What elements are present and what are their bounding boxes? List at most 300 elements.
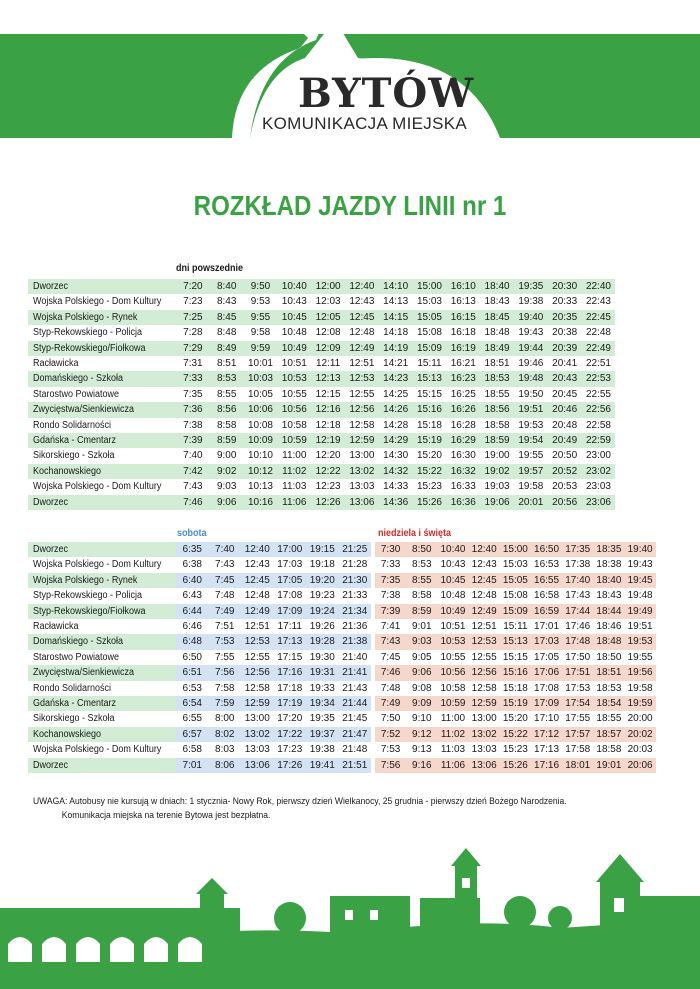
- departure-time: 15:11: [417, 358, 442, 370]
- departure-time: 8:43: [216, 296, 237, 308]
- stop-name: Styp-Rekowskiego/Fiołkowa: [28, 341, 176, 356]
- departure-time: 12:26: [311, 495, 345, 510]
- sunday-time: 18:43: [596, 590, 622, 602]
- departure-time: 15:13: [413, 371, 447, 386]
- sunday-time: 15:11: [503, 621, 528, 633]
- sunday-time: 10:55: [440, 651, 466, 663]
- saturday-time: 21:44: [339, 696, 372, 711]
- departure-time: 20:52: [548, 464, 582, 479]
- saturday-time: 8:00: [215, 713, 235, 725]
- sunday-time: 8:53: [412, 559, 432, 571]
- table-row: [375, 742, 656, 757]
- sunday-time: 18:48: [593, 634, 624, 649]
- departure-time: 16:25: [450, 388, 476, 400]
- departure-time: 20:01: [514, 495, 548, 510]
- stop-name: Racławicka: [33, 358, 79, 370]
- departure-time: 22:55: [585, 388, 611, 400]
- saturday-time: 12:49: [241, 604, 274, 619]
- sunday-time: 19:43: [627, 559, 653, 571]
- saturday-time: 21:48: [342, 744, 368, 756]
- table-row: [375, 557, 656, 572]
- departure-time: 14:30: [383, 450, 409, 462]
- sunday-time: 10:56: [437, 665, 468, 680]
- sunday-time: 18:54: [593, 696, 624, 711]
- departure-time: 8:53: [210, 371, 244, 386]
- sunday-time: 16:59: [531, 604, 562, 619]
- table-row: [28, 325, 615, 340]
- sunday-time: 12:53: [469, 634, 500, 649]
- sunday-time: 12:43: [471, 559, 497, 571]
- departure-time: 9:00: [216, 450, 237, 462]
- departure-time: 20:33: [552, 296, 578, 308]
- departure-time: 13:00: [349, 450, 375, 462]
- departure-time: 12:23: [315, 481, 341, 493]
- departure-time: 12:08: [315, 327, 341, 339]
- departure-time: 16:13: [450, 296, 476, 308]
- saturday-time: 8:02: [209, 727, 242, 742]
- saturday-time: 17:00: [274, 542, 307, 557]
- sunday-time: 20:03: [627, 744, 653, 756]
- stop-name: Sikorskiego - Szkoła: [33, 713, 115, 725]
- saturday-time: 17:18: [277, 682, 303, 694]
- stop-name: Zwycięstwa/Sienkiewicza: [28, 402, 176, 417]
- sunday-time: 9:05: [412, 651, 432, 663]
- table-row: [28, 356, 615, 371]
- sunday-time: 18:58: [596, 744, 622, 756]
- departure-time: 14:18: [383, 327, 409, 339]
- sunday-time: 18:44: [593, 604, 624, 619]
- departure-time: 20:43: [548, 371, 582, 386]
- departure-time: 7:33: [176, 371, 210, 386]
- departure-time: 10:13: [247, 481, 273, 493]
- sunday-time: 12:56: [469, 665, 500, 680]
- saturday-time: 21:30: [339, 573, 372, 588]
- saturday-time: 6:48: [176, 634, 209, 649]
- table-row: [375, 681, 656, 696]
- stop-name: Wojska Polskiego - Rynek: [28, 573, 176, 588]
- table-row: [375, 758, 656, 773]
- saturday-time: 17:08: [277, 590, 303, 602]
- departure-time: 16:19: [446, 341, 480, 356]
- saturday-time: 21:47: [339, 727, 372, 742]
- sunday-time: 17:58: [565, 744, 591, 756]
- departure-time: 12:48: [349, 327, 375, 339]
- sunday-time: 9:10: [412, 713, 432, 725]
- departure-time: 10:06: [244, 402, 278, 417]
- sunday-time: 15:03: [502, 559, 528, 571]
- departure-time: 19:00: [484, 450, 510, 462]
- stop-name: Wojska Polskiego - Dom Kultury: [33, 481, 162, 493]
- departure-time: 16:18: [450, 327, 476, 339]
- stop-name: Starostwo Powiatowe: [33, 651, 120, 663]
- departure-time: 12:15: [315, 388, 341, 400]
- departure-time: 12:05: [311, 310, 345, 325]
- departure-time: 12:56: [345, 402, 379, 417]
- sunday-time: 19:49: [625, 604, 656, 619]
- sunday-time: 11:02: [437, 727, 468, 742]
- departure-time: 16:21: [450, 358, 476, 370]
- saturday-time: 13:03: [244, 744, 270, 756]
- departure-time: 16:32: [446, 464, 480, 479]
- departure-time: 19:55: [518, 450, 544, 462]
- departure-time: 22:58: [585, 419, 611, 431]
- departure-time: 20:49: [548, 433, 582, 448]
- departure-time: 19:43: [518, 327, 544, 339]
- sunday-time: 17:12: [531, 727, 562, 742]
- departure-time: 9:06: [210, 495, 244, 510]
- sunday-time: 17:01: [534, 621, 560, 633]
- departure-time: 19:54: [514, 433, 548, 448]
- sunday-time: 9:09: [406, 696, 437, 711]
- stop-name: Wojska Polskiego - Dom Kultury: [33, 296, 162, 308]
- stop-name: Styp-Rekowskiego - Policja: [33, 590, 143, 602]
- departure-time: 20:41: [552, 358, 578, 370]
- departure-time: 8:59: [210, 433, 244, 448]
- departure-time: 7:35: [183, 388, 203, 400]
- saturday-time: 19:34: [306, 696, 339, 711]
- saturday-time: 6:46: [182, 621, 202, 633]
- departure-time: 12:58: [349, 419, 375, 431]
- departure-time: 12:13: [311, 371, 345, 386]
- departure-time: 18:55: [484, 388, 510, 400]
- sunday-time: 18:50: [596, 651, 622, 663]
- departure-time: 15:09: [413, 341, 447, 356]
- departure-time: 23:06: [582, 495, 616, 510]
- sunday-time: 7:50: [380, 713, 401, 725]
- saturday-timetable: [28, 542, 371, 773]
- sunday-time: 16:50: [531, 542, 562, 557]
- saturday-time: 19:38: [309, 744, 335, 756]
- departure-time: 18:48: [484, 327, 510, 339]
- departure-time: 18:49: [480, 341, 514, 356]
- departure-time: 19:44: [514, 341, 548, 356]
- departure-time: 10:48: [281, 327, 307, 339]
- departure-time: 7:39: [176, 433, 210, 448]
- saturday-time: 19:24: [306, 604, 339, 619]
- sunday-time: 17:51: [562, 665, 593, 680]
- departure-time: 15:19: [413, 433, 447, 448]
- saturday-time: 7:59: [209, 696, 242, 711]
- departure-time: 8:40: [210, 279, 244, 294]
- sunday-time: 8:59: [406, 604, 437, 619]
- departure-time: 16:36: [446, 495, 480, 510]
- departure-time: 20:35: [548, 310, 582, 325]
- sunday-time: 15:20: [502, 713, 528, 725]
- sunday-time: 9:01: [412, 621, 432, 633]
- sunday-time: 17:38: [565, 559, 591, 571]
- sunday-time: 7:45: [380, 651, 401, 663]
- departure-time: 9:59: [244, 341, 278, 356]
- sunday-time: 15:05: [500, 573, 531, 588]
- saturday-time: 6:43: [182, 590, 202, 602]
- departure-time: 11:00: [282, 450, 307, 462]
- saturday-time: 6:58: [182, 744, 202, 756]
- departure-time: 19:57: [514, 464, 548, 479]
- sunday-time: 19:40: [625, 542, 656, 557]
- departure-time: 19:40: [514, 310, 548, 325]
- departure-time: 10:56: [277, 402, 311, 417]
- sunday-label: niedziela i święta: [378, 528, 452, 539]
- table-row: [375, 604, 656, 619]
- saturday-time: 17:20: [277, 713, 303, 725]
- sunday-time: 8:55: [406, 573, 437, 588]
- departure-time: 12:22: [311, 464, 345, 479]
- saturday-time: 12:51: [244, 621, 270, 633]
- departure-time: 8:48: [216, 327, 237, 339]
- departure-time: 10:16: [244, 495, 278, 510]
- sunday-time: 17:08: [534, 682, 560, 694]
- saturday-time: 21:34: [339, 604, 372, 619]
- departure-time: 18:58: [484, 419, 510, 431]
- departure-time: 16:30: [450, 450, 476, 462]
- sunday-time: 7:49: [375, 696, 406, 711]
- saturday-time: 17:13: [274, 634, 307, 649]
- departure-time: 16:29: [446, 433, 480, 448]
- stop-name: Kochanowskiego: [28, 727, 176, 742]
- table-row: [28, 727, 371, 742]
- saturday-time: 6:50: [182, 651, 202, 663]
- sunday-time: 10:40: [437, 542, 468, 557]
- notice-line-2: Komunikacja miejska na terenie Bytowa jest bezpłatna.: [61, 810, 271, 821]
- departure-time: 10:55: [281, 388, 307, 400]
- table-row: [28, 279, 615, 294]
- stop-name: Kochanowskiego: [28, 464, 176, 479]
- departure-time: 15:22: [413, 464, 447, 479]
- departure-time: 12:49: [345, 341, 379, 356]
- sunday-time: 20:06: [625, 758, 656, 773]
- saturday-time: 7:58: [215, 682, 235, 694]
- stop-name: Rondo Solidarności: [33, 419, 112, 431]
- departure-time: 15:05: [413, 310, 447, 325]
- saturday-time: 17:15: [277, 651, 303, 663]
- departure-time: 8:55: [216, 388, 237, 400]
- departure-time: 12:03: [315, 296, 341, 308]
- departure-time: 9:03: [216, 481, 237, 493]
- departure-time: 13:03: [349, 481, 375, 493]
- saturday-time: 12:45: [241, 573, 274, 588]
- sunday-time: 7:30: [375, 542, 406, 557]
- sunday-time: 16:58: [534, 590, 560, 602]
- departure-time: 12:19: [311, 433, 345, 448]
- saturday-time: 7:01: [176, 758, 209, 773]
- saturday-time: 17:05: [274, 573, 307, 588]
- sunday-time: 17:50: [565, 651, 591, 663]
- stop-name: Dworzec: [28, 279, 176, 294]
- departure-time: 12:59: [345, 433, 379, 448]
- saturday-time: 6:55: [182, 713, 202, 725]
- sunday-time: 17:35: [562, 542, 593, 557]
- sunday-time: 19:58: [627, 682, 653, 694]
- departure-time: 10:53: [277, 371, 311, 386]
- logo-subtitle: KOMUNIKACJA MIEJSKA: [262, 114, 468, 133]
- saturday-time: 7:45: [209, 573, 242, 588]
- notice-line-1: UWAGA: Autobusy nie kursują w dniach: 1 stycznia- Nowy Rok, pierwszy dzień Wielkanocy, 25 grudnia - pierwszy dzień Bożego Narodzenia.: [33, 796, 567, 807]
- sunday-time: 12:48: [471, 590, 497, 602]
- sunday-time: 18:57: [593, 727, 624, 742]
- sunday-time: 10:45: [437, 573, 468, 588]
- departure-time: 11:02: [277, 464, 311, 479]
- sunday-time: 18:51: [593, 665, 624, 680]
- departure-time: 22:49: [582, 341, 616, 356]
- sunday-time: 7:41: [380, 621, 401, 633]
- sunday-time: 9:06: [406, 665, 437, 680]
- departure-time: 20:30: [548, 279, 582, 294]
- saturday-time: 21:45: [342, 713, 368, 725]
- stop-name: Domańskiego - Szkoła: [28, 634, 176, 649]
- saturday-time: 6:57: [176, 727, 209, 742]
- sunday-time: 7:48: [380, 682, 401, 694]
- departure-time: 20:48: [552, 419, 578, 431]
- table-row: [28, 479, 615, 494]
- table-row: [28, 665, 371, 680]
- departure-time: 19:06: [480, 495, 514, 510]
- saturday-time: 6:35: [176, 542, 209, 557]
- saturday-time: 19:20: [306, 573, 339, 588]
- sunday-time: 7:43: [375, 634, 406, 649]
- saturday-time: 6:54: [176, 696, 209, 711]
- stop-name: Rondo Solidarności: [33, 682, 112, 694]
- sunday-time: 17:40: [562, 573, 593, 588]
- departure-time: 12:16: [311, 402, 345, 417]
- table-row: [28, 681, 371, 696]
- sunday-time: 9:12: [406, 727, 437, 742]
- sunday-time: 12:51: [471, 621, 497, 633]
- departure-time: 9:58: [250, 327, 271, 339]
- sunday-time: 11:00: [440, 713, 466, 725]
- sunday-time: 20:00: [627, 713, 653, 725]
- departure-time: 14:10: [379, 279, 413, 294]
- table-row: [28, 604, 371, 619]
- saturday-time: 12:40: [241, 542, 274, 557]
- departure-time: 8:49: [210, 341, 244, 356]
- departure-time: 23:03: [585, 481, 611, 493]
- sunday-time: 19:56: [625, 665, 656, 680]
- saturday-time: 19:26: [309, 621, 335, 633]
- departure-time: 14:32: [379, 464, 413, 479]
- sunday-time: 10:48: [440, 590, 466, 602]
- departure-time: 22:56: [582, 402, 616, 417]
- sunday-time: 16:55: [531, 573, 562, 588]
- departure-time: 10:01: [247, 358, 273, 370]
- departure-time: 12:00: [311, 279, 345, 294]
- table-row: [28, 711, 371, 726]
- saturday-time: 19:31: [306, 665, 339, 680]
- departure-time: 7:38: [183, 419, 203, 431]
- table-row: [28, 696, 371, 711]
- saturday-time: 6:40: [176, 573, 209, 588]
- departure-time: 15:08: [416, 327, 442, 339]
- saturday-time: 7:53: [209, 634, 242, 649]
- sunday-time: 7:53: [380, 744, 401, 756]
- departure-time: 10:49: [277, 341, 311, 356]
- sunday-time: 15:22: [500, 727, 531, 742]
- departure-time: 10:09: [244, 433, 278, 448]
- sunday-time: 12:40: [469, 542, 500, 557]
- departure-time: 7:46: [176, 495, 210, 510]
- saturday-time: 7:43: [215, 559, 235, 571]
- stop-name: Styp-Rekowskiego/Fiołkowa: [28, 604, 176, 619]
- sunday-time: 12:58: [471, 682, 497, 694]
- departure-time: 14:21: [383, 358, 409, 370]
- departure-time: 12:43: [349, 296, 375, 308]
- saturday-time: 19:23: [309, 590, 335, 602]
- departure-time: 19:53: [518, 419, 544, 431]
- departure-time: 15:20: [416, 450, 442, 462]
- saturday-time: 19:28: [306, 634, 339, 649]
- departure-time: 19:35: [514, 279, 548, 294]
- departure-time: 20:46: [548, 402, 582, 417]
- stop-name: Dworzec: [28, 542, 176, 557]
- sunday-time: 13:06: [469, 758, 500, 773]
- departure-time: 16:33: [450, 481, 476, 493]
- departure-time: 7:43: [183, 481, 203, 493]
- sunday-time: 17:16: [531, 758, 562, 773]
- saturday-time: 19:18: [309, 559, 335, 571]
- saturday-time: 7:56: [209, 665, 242, 680]
- table-row: [28, 294, 615, 309]
- saturday-time: 12:48: [244, 590, 270, 602]
- table-row: [28, 418, 615, 433]
- stop-name: Wojska Polskiego - Dom Kultury: [33, 559, 162, 571]
- saturday-time: 21:40: [342, 651, 368, 663]
- departure-time: 9:55: [244, 310, 278, 325]
- sunday-time: 18:35: [593, 542, 624, 557]
- saturday-time: 6:44: [176, 604, 209, 619]
- sunday-time: 7:38: [380, 590, 401, 602]
- stop-name: Styp-Rekowskiego - Policja: [33, 327, 143, 339]
- sunday-time: 17:46: [565, 621, 591, 633]
- table-row: [375, 634, 656, 649]
- saturday-time: 12:59: [241, 696, 274, 711]
- sunday-time: 18:40: [593, 573, 624, 588]
- departure-time: 7:40: [183, 450, 203, 462]
- saturday-time: 8:03: [215, 744, 235, 756]
- departure-time: 19:51: [514, 402, 548, 417]
- departure-time: 10:08: [247, 419, 273, 431]
- sunday-time: 19:51: [627, 621, 653, 633]
- departure-time: 15:16: [413, 402, 447, 417]
- saturday-time: 21:43: [342, 682, 368, 694]
- sunday-time: 7:33: [380, 559, 401, 571]
- departure-time: 15:03: [416, 296, 442, 308]
- saturday-time: 19:41: [306, 758, 339, 773]
- departure-time: 7:42: [176, 464, 210, 479]
- sunday-time: 15:13: [500, 634, 531, 649]
- sunday-time: 17:48: [562, 634, 593, 649]
- saturday-time: 7:40: [209, 542, 242, 557]
- saturday-time: 19:30: [309, 651, 335, 663]
- table-row: [28, 341, 615, 356]
- departure-time: 10:40: [277, 279, 311, 294]
- saturday-time: 17:23: [277, 744, 303, 756]
- departure-time: 18:43: [484, 296, 510, 308]
- departure-time: 20:45: [552, 388, 578, 400]
- departure-time: 19:46: [518, 358, 544, 370]
- departure-time: 12:51: [349, 358, 375, 370]
- departure-time: 14:28: [383, 419, 409, 431]
- saturday-time: 19:37: [306, 727, 339, 742]
- sunday-time: 13:00: [471, 713, 497, 725]
- departure-time: 19:38: [518, 296, 544, 308]
- departure-time: 9:50: [244, 279, 278, 294]
- saturday-time: 17:26: [274, 758, 307, 773]
- departure-time: 7:25: [176, 310, 210, 325]
- saturday-time: 7:55: [215, 651, 235, 663]
- sunday-time: 15:15: [502, 651, 528, 663]
- saturday-time: 13:02: [241, 727, 274, 742]
- saturday-time: 19:33: [309, 682, 335, 694]
- stop-name: Racławicka: [33, 621, 79, 633]
